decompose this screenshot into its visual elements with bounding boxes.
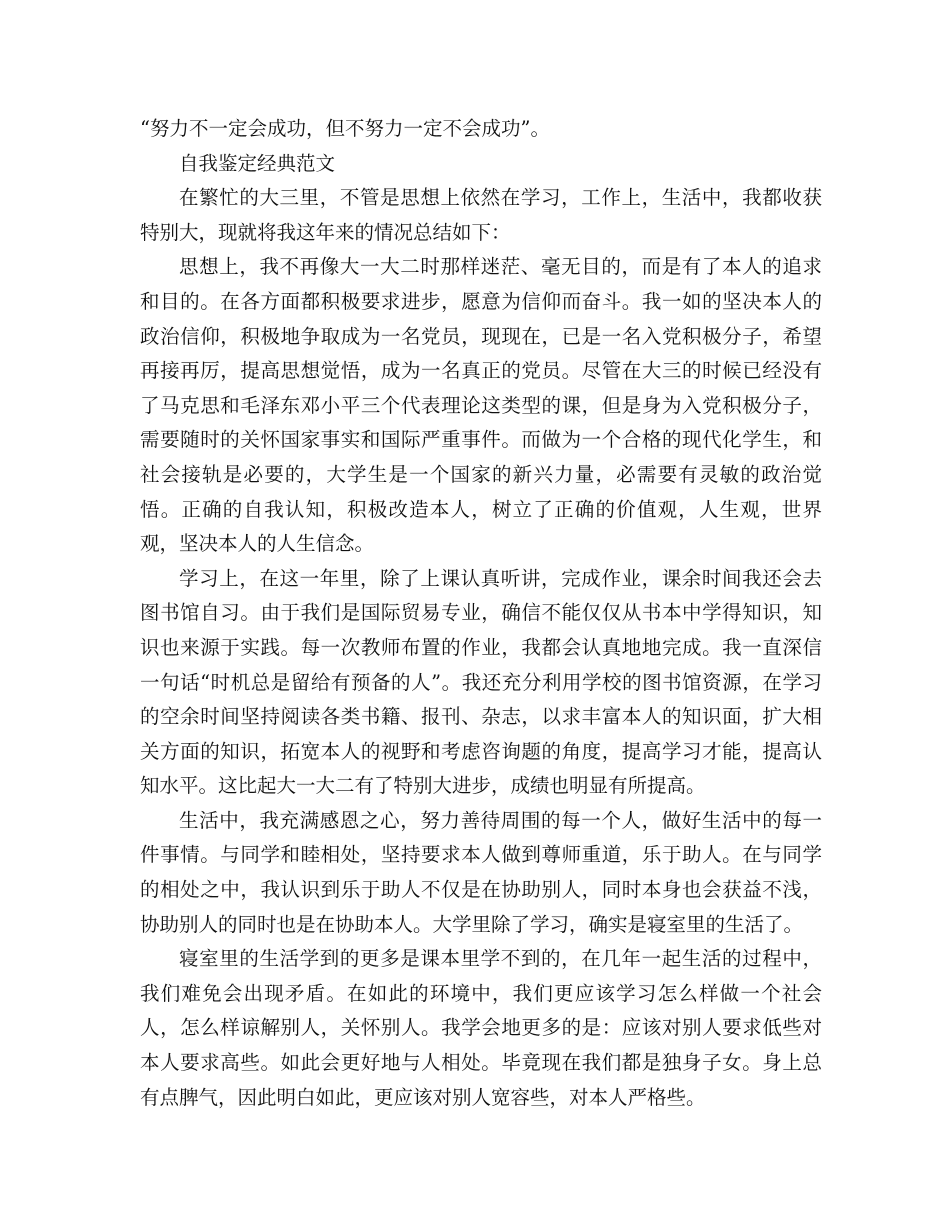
document-body	[140, 112, 822, 1115]
paragraph-life: 生活中，我充满感恩之心，努力善待周围的每一个人，做好生活中的每一件事情。与同学和睦相处，坚持要求本人做到尊师重道，乐于助人。在与同学的相处之中，我认识到乐于助人不仅是在协助别人，同时本身也会获益不浅，协助别人的同时也是在协助本人。大学里除了学习，确实是寝室里的生活了。	[140, 808, 822, 936]
paragraph-thought: 思想上，我不再像大一大二时那样迷茫、毫无目的，而是有了本人的追求和目的。在各方面都积极要求进步，愿意为信仰而奋斗。我一如的坚决本人的政治信仰，积极地争取成为一名党员，现现在，已是一名入党积极分子，希望再接再厉，提高思想觉悟，成为一名真正的党员。尽管在大三的时候已经没有了马克思和毛泽东邓小平三个代表理论这类型的课，但是身为入党积极分子，需要随时的关怀国家事实和国际严重事件。而做为一个合格的现代化学生，和社会接轨是必要的，大学生是一个国家的新兴力量，必需要有灵敏的政治觉悟。正确的自我认知，积极改造本人，树立了正确的价值观，人生观，世界观，坚决本人的人生信念。	[140, 255, 822, 556]
section-heading: 自我鉴定经典范文	[179, 151, 336, 175]
paragraph-dorm: 寝室里的生活学到的更多是课本里学不到的，在几年一起生活的过程中，我们难免会出现矛盾。在如此的环境中，我们更应该学习怎么样做一个社会人，怎么样谅解别人，关怀别人。我学会地更多的是：应该对别人要求低些对本人要求高些。如此会更好地与人相处。毕竟现在我们都是独身子女。身上总有点脾气，因此明白如此，更应该对别人宽容些，对本人严格些。	[140, 947, 822, 1109]
paragraph-intro: 在繁忙的大三里，不管是思想上依然在学习，工作上，生活中，我都收获特别大，现就将我这年来的情况总结如下：	[140, 186, 822, 244]
paragraph-quote: “努力不一定会成功，但不努力一定不会成功”。	[140, 117, 550, 140]
paragraph-study: 学习上，在这一年里，除了上课认真听讲，完成作业，课余时间我还会去图书馆自习。由于我们是国际贸易专业，确信不能仅仅从书本中学得知识，知识也来源于实践。每一次教师布置的作业，我都会认真地地完成。我一直深信一句话“时机总是留给有预备的人”。我还充分利用学校的图书馆资源，在学习的空余时间坚持阅读各类书籍、报刊、杂志，以求丰富本人的知识面，扩大相关方面的知识，拓宽本人的视野和考虑咨询题的角度，提高学习才能，提高认知水平。这比起大一大二有了特别大进步，成绩也明显有所提高。	[140, 566, 822, 798]
